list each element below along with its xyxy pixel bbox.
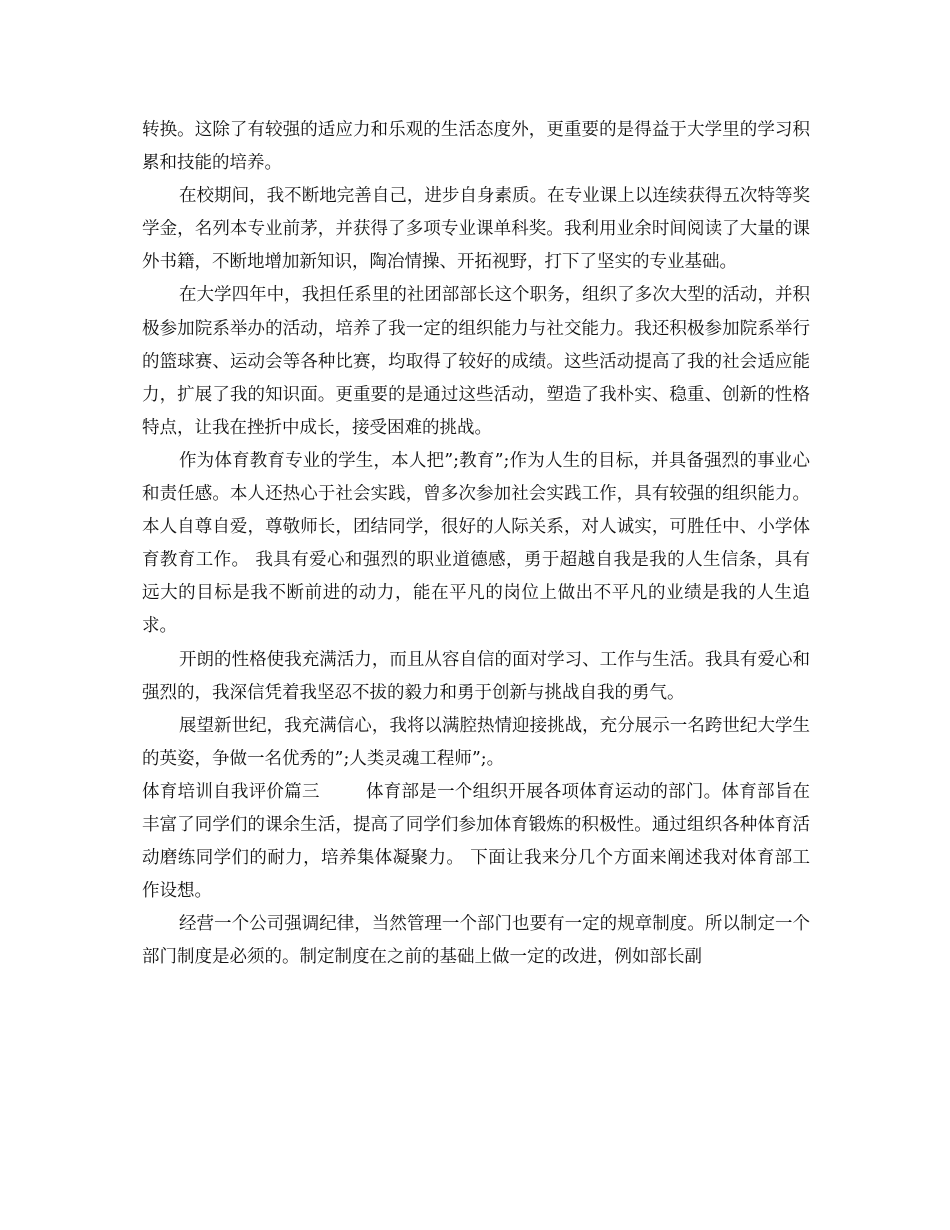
paragraph-rules: 经营一个公司强调纪律，当然管理一个部门也要有一定的规章制度。所以制定一个部门制度是必须的。制定制度在之前的基础上做一定的改进，例如部长副 (142, 914, 810, 968)
paragraph-outlook: 展望新世纪，我充满信心，我将以满腔热情迎接挑战，充分展示一名跨世纪大学生的英姿，争做一名优秀的”;人类灵魂工程师”;。 (142, 715, 810, 769)
paragraph-university-activities: 在大学四年中，我担任系里的社团部部长这个职务，组织了多次大型的活动，并积极参加院系举办的活动，培养了我一定的组织能力与社交能力。我还积极参加院系举行的篮球赛、运动会等各种比赛，均取得了较好的成绩。这些活动提高了我的社会适应能力，扩展了我的知识面。更重要的是通过这些活动，塑造了我朴实、稳重、创新的性格特点，让我在挫折中成长，接受困难的挑战。 (142, 285, 810, 438)
section-three (142, 776, 810, 908)
paragraph-personality: 开朗的性格使我充满活力，而且从容自信的面对学习、工作与生活。我具有爱心和强烈的，我深信凭着我坚忍不拔的毅力和勇于创新与挑战自我的勇气。 (142, 649, 810, 703)
paragraph-pe-education: 作为体育教育专业的学生，本人把”;教育”;作为人生的目标，并具备强烈的事业心和责任感。本人还热心于社会实践，曾多次参加社会实践工作，具有较强的组织能力。本人自尊自爱，尊敬师长，团结同学，很好的人际关系，对人诚实，可胜任中、小学体育教育工作。 我具有爱心和强烈的职业道德感，勇于超越自我是我的人生信条，具有远大的目标是我不断前进的动力，能在平凡的岗位上做出不平凡的业绩是我的人生追求。 (142, 450, 810, 637)
document-body (142, 114, 810, 974)
paragraph-continuation: 转换。这除了有较强的适应力和乐观的生活态度外，更重要的是得益于大学里的学习积累和技能的培养。 (142, 120, 810, 174)
section-intro: 体育部是一个组织开展各项体育运动的部门。体育部旨在丰富了同学们的课余生活，提高了同学们参加体育锻炼的积极性。通过组织各种体育活动磨练同学们的耐力，培养集体凝聚力。 下面让我来分几个方面来阐述我对体育部工作设想。 (142, 781, 811, 902)
section-heading: 体育培训自我评价篇三 (142, 781, 320, 802)
paragraph-school-period: 在校期间，我不断地完善自己，进步自身素质。在专业课上以连续获得五次特等奖学金，名列本专业前茅，并获得了多项专业课单科奖。我利用业余时间阅读了大量的课外书籍，不断地增加新知识，陶冶情操、开拓视野，打下了坚实的专业基础。 (142, 186, 810, 273)
